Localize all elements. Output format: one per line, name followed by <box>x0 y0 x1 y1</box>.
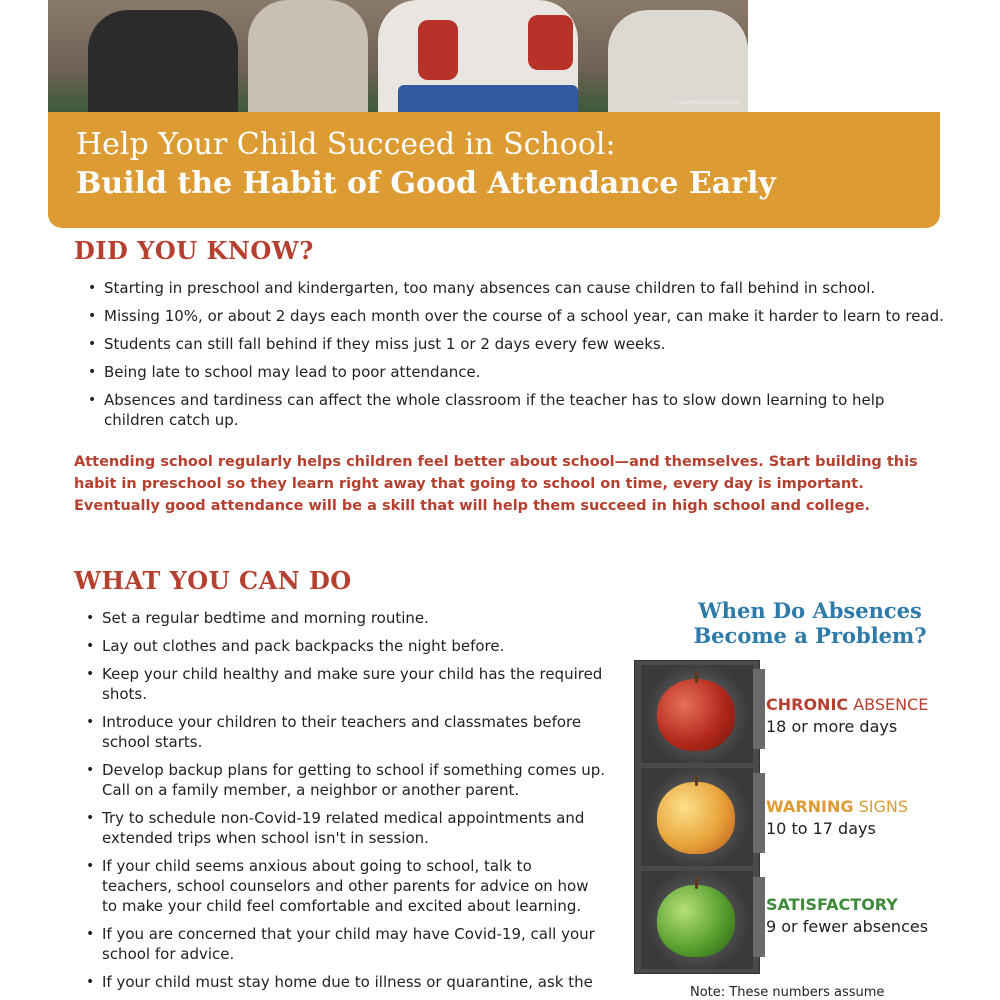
list-item: • Keep your child healthy and make sure your child has the required shots. <box>86 664 606 704</box>
traffic-light <box>634 660 760 974</box>
title-line-2: Build the Habit of Good Attendance Early <box>76 166 776 201</box>
list-item: • Missing 10%, or about 2 days each month over the course of a school year, can make it harder to learn to read. <box>88 306 948 326</box>
level-satisfactory <box>766 894 928 938</box>
list-item: • Students can still fall behind if they miss just 1 or 2 days every few weeks. <box>88 334 948 354</box>
traffic-light-cell <box>641 665 753 763</box>
list-item: • Being late to school may lead to poor attendance. <box>88 362 948 382</box>
sidebar-title <box>660 598 960 648</box>
red-apple-icon <box>657 679 735 751</box>
yellow-apple-icon <box>657 782 735 854</box>
list-item: • If you are concerned that your child may have Covid-19, call your school for advice. <box>86 924 606 964</box>
list-item: • Introduce your children to their teachers and classmates before school starts. <box>86 712 606 752</box>
list-item: • Lay out clothes and pack backpacks the night before. <box>86 636 606 656</box>
level-name-suffix: ABSENCE <box>848 695 929 714</box>
title-line-1: Help Your Child Succeed in School: <box>76 127 616 162</box>
level-name-suffix: SIGNS <box>853 797 908 816</box>
traffic-light-cell <box>641 768 753 866</box>
list-item: • Develop backup plans for getting to school if something comes up. Call on a family member, a neighbor or another parent. <box>86 760 606 800</box>
level-desc: 18 or more days <box>766 717 898 736</box>
list-item: • Starting in preschool and kindergarten, too many absences can cause children to fall behind in school. <box>88 278 948 298</box>
level-chronic <box>766 694 928 738</box>
list-item: • If your child must stay home due to illness or quarantine, ask the <box>86 972 606 992</box>
level-name: WARNING <box>766 797 854 816</box>
did-you-know-heading: DID YOU KNOW? <box>74 236 314 265</box>
level-desc: 10 to 17 days <box>766 819 876 838</box>
level-warning <box>766 796 908 840</box>
green-apple-icon <box>657 885 735 957</box>
level-desc: 9 or fewer absences <box>766 917 929 936</box>
sidebar-title-line-2: Become a Problem? <box>693 623 927 648</box>
level-name: SATISFACTORY <box>766 895 898 914</box>
list-item: • Try to schedule non-Covid-19 related medical appointments and extended trips when school isn't in session. <box>86 808 606 848</box>
list-item: • Absences and tardiness can affect the whole classroom if the teacher has to slow down learning to help children catch up. <box>88 390 948 430</box>
level-name: CHRONIC <box>766 695 849 714</box>
sidebar-title-line-1: When Do Absences <box>698 598 922 623</box>
what-you-can-do-heading: WHAT YOU CAN DO <box>74 566 352 595</box>
title-banner <box>48 112 940 228</box>
header-photo <box>48 0 748 112</box>
list-item: • If your child seems anxious about going to school, talk to teachers, school counselors and other parents for advice on how to make your child feel comfortable and excited about learning. <box>86 856 606 916</box>
did-you-know-list <box>88 278 948 438</box>
list-item: • Set a regular bedtime and morning routine. <box>86 608 606 628</box>
what-you-can-do-list <box>86 608 606 1000</box>
attendance-callout: Attending school regularly helps children feel better about school—and themselves. Start building this habit in preschool so they learn right away that going to school on time, every day is important. Eventually good attendance will be a skill that will help them succeed in high school and college. <box>74 454 918 514</box>
traffic-light-cell <box>641 871 753 969</box>
sidebar-note: Note: These numbers assume <box>690 985 885 1000</box>
photo-credit: ©JasonMiczekPhotography <box>672 100 740 106</box>
